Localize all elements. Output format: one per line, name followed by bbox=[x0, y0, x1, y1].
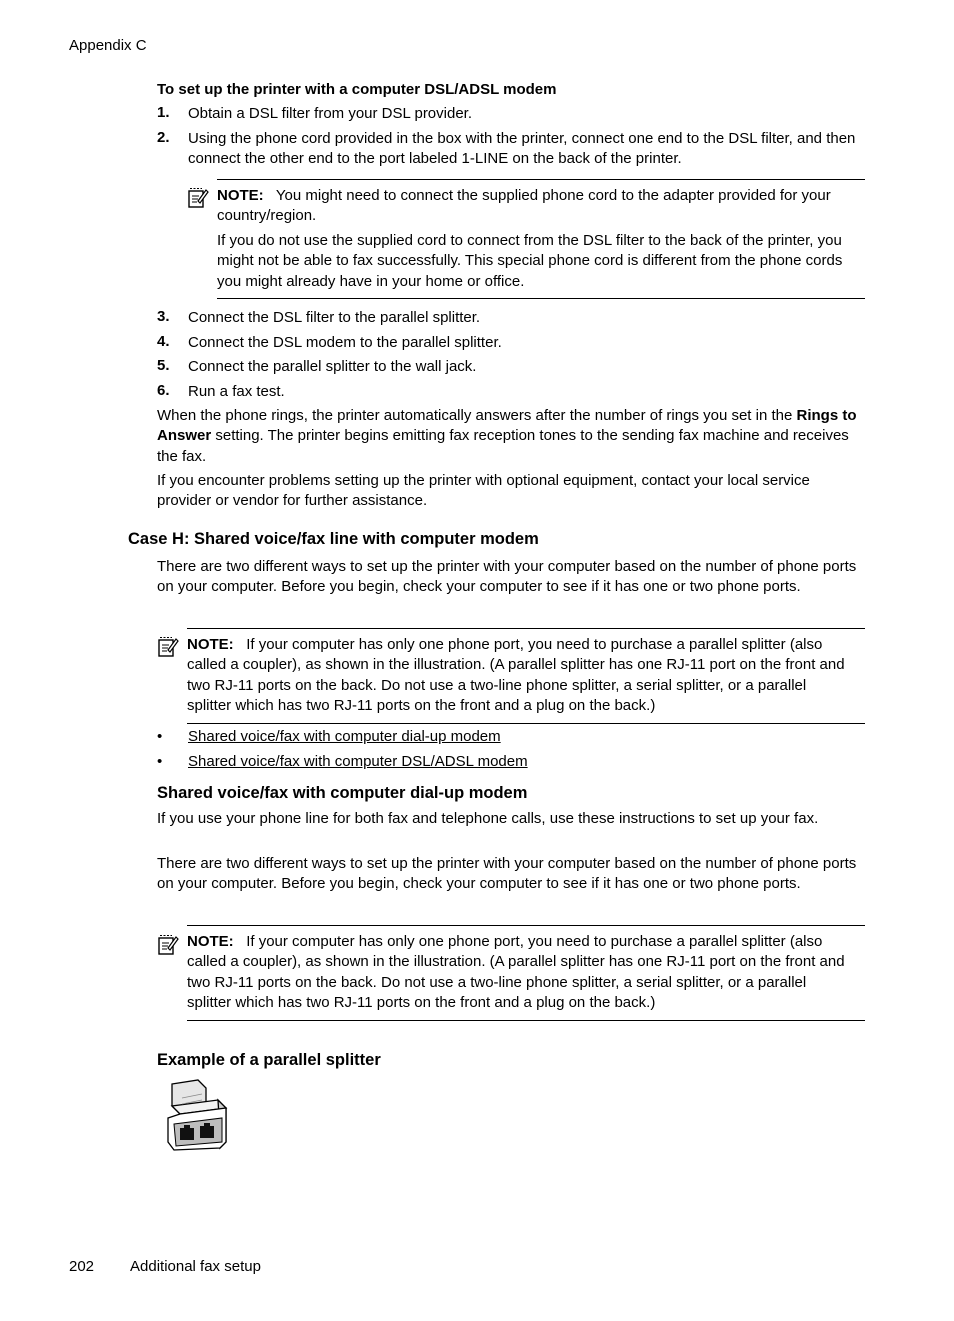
note-label: NOTE: bbox=[187, 933, 234, 950]
step-number: 4. bbox=[157, 333, 170, 350]
dialup-modem-link[interactable]: Shared voice/fax with computer dial-up modem bbox=[188, 728, 501, 745]
step-number: 1. bbox=[157, 104, 170, 121]
note-text: If your computer has only one phone port, you need to purchase a parallel splitter (also called a coupler), as shown in the illustration. (A parallel splitter has one RJ-11 port on the front and two RJ-11 ports on the back. Do not use a two-line phone splitter, a serial splitter, or a parallel splitter which has two RJ-11 ports on the front and a plug on the back.) bbox=[187, 933, 845, 1011]
step-text: Run a fax test. bbox=[188, 383, 285, 400]
bullet: • bbox=[157, 753, 163, 770]
note-bottom-rule bbox=[187, 1020, 865, 1021]
step-text: Connect the parallel splitter to the wall jack. bbox=[188, 358, 477, 375]
step-number: 2. bbox=[157, 129, 170, 146]
note-bottom-rule bbox=[217, 298, 865, 299]
step-number: 6. bbox=[157, 382, 170, 399]
note-body bbox=[187, 635, 852, 716]
note-top-rule bbox=[187, 925, 865, 926]
dsl-adsl-modem-link[interactable]: Shared voice/fax with computer DSL/ADSL modem bbox=[188, 753, 528, 770]
step-text: Connect the DSL filter to the parallel splitter. bbox=[188, 309, 481, 326]
dialup-paragraph: If you use your phone line for both fax and telephone calls, use these instructions to set up your fax. bbox=[157, 810, 819, 827]
case-h-intro: There are two different ways to set up the printer with your computer based on the number of phone ports on your computer. Before you begin, check your computer to see if it has one or two phone ports. bbox=[157, 558, 857, 596]
running-head: Appendix C bbox=[69, 37, 147, 54]
bullet: • bbox=[157, 728, 163, 745]
note-label: NOTE: bbox=[217, 187, 264, 204]
rings-paragraph bbox=[157, 406, 857, 467]
figure-title: Example of a parallel splitter bbox=[157, 1051, 381, 1069]
footer-section-title: Additional fax setup bbox=[130, 1258, 261, 1275]
subsection-heading: Shared voice/fax with computer dial-up modem bbox=[157, 784, 528, 802]
step-text: Connect the DSL modem to the parallel splitter. bbox=[188, 334, 502, 351]
step-number: 5. bbox=[157, 357, 170, 374]
note-body bbox=[187, 932, 852, 1013]
note-pencil-icon bbox=[157, 636, 179, 658]
step-text: Using the phone cord provided in the box with the printer, connect one end to the DSL filter, and then connect the other end to the port labeled 1-LINE on the back of the printer. bbox=[188, 130, 856, 167]
step-text: Obtain a DSL filter from your DSL provider. bbox=[188, 105, 473, 122]
paragraph-text: When the phone rings, the printer automatically answers after the number of rings you set in the bbox=[157, 407, 793, 424]
section-heading: Case H: Shared voice/fax line with computer modem bbox=[128, 530, 539, 548]
parallel-splitter-illustration bbox=[162, 1078, 232, 1154]
dsl-procedure-heading: To set up the printer with a computer DSL/ADSL modem bbox=[157, 81, 557, 98]
rings-to-answer-term: Rings to Answer bbox=[157, 407, 857, 445]
step-number: 3. bbox=[157, 308, 170, 325]
note-body bbox=[217, 186, 867, 227]
note-pencil-icon bbox=[187, 187, 209, 209]
note-top-rule bbox=[187, 628, 865, 629]
note-text: If your computer has only one phone port, you need to purchase a parallel splitter (also called a coupler), as shown in the illustration. (A parallel splitter has one RJ-11 port on the front and two RJ-11 ports on the back. Do not use a two-line phone splitter, a serial splitter, or a parallel splitter which has two RJ-11 ports on the front and a plug on the back.) bbox=[187, 636, 845, 714]
note-pencil-icon bbox=[157, 934, 179, 956]
note-text: You might need to connect the supplied phone cord to the adapter provided for your country/region. bbox=[217, 187, 831, 225]
note-bottom-rule bbox=[187, 723, 865, 724]
support-paragraph: If you encounter problems setting up the printer with optional equipment, contact your local service provider or vendor for further assistance. bbox=[157, 472, 810, 510]
note-label: NOTE: bbox=[187, 636, 234, 653]
paragraph-text: setting. The printer begins emitting fax reception tones to the sending fax machine and receives the fax. bbox=[157, 427, 849, 465]
note-top-rule bbox=[217, 179, 865, 180]
dialup-paragraph: There are two different ways to set up the printer with your computer based on the number of phone ports on your computer. Before you begin, check your computer to see if it has one or two phone ports. bbox=[157, 855, 857, 893]
page-number: 202 bbox=[69, 1258, 95, 1275]
note-body-continued: If you do not use the supplied cord to connect from the DSL filter to the back of the printer, you might not be able to fax successfully. This special phone cord is different from the phone cords you might already have in your home or office. bbox=[217, 232, 843, 290]
